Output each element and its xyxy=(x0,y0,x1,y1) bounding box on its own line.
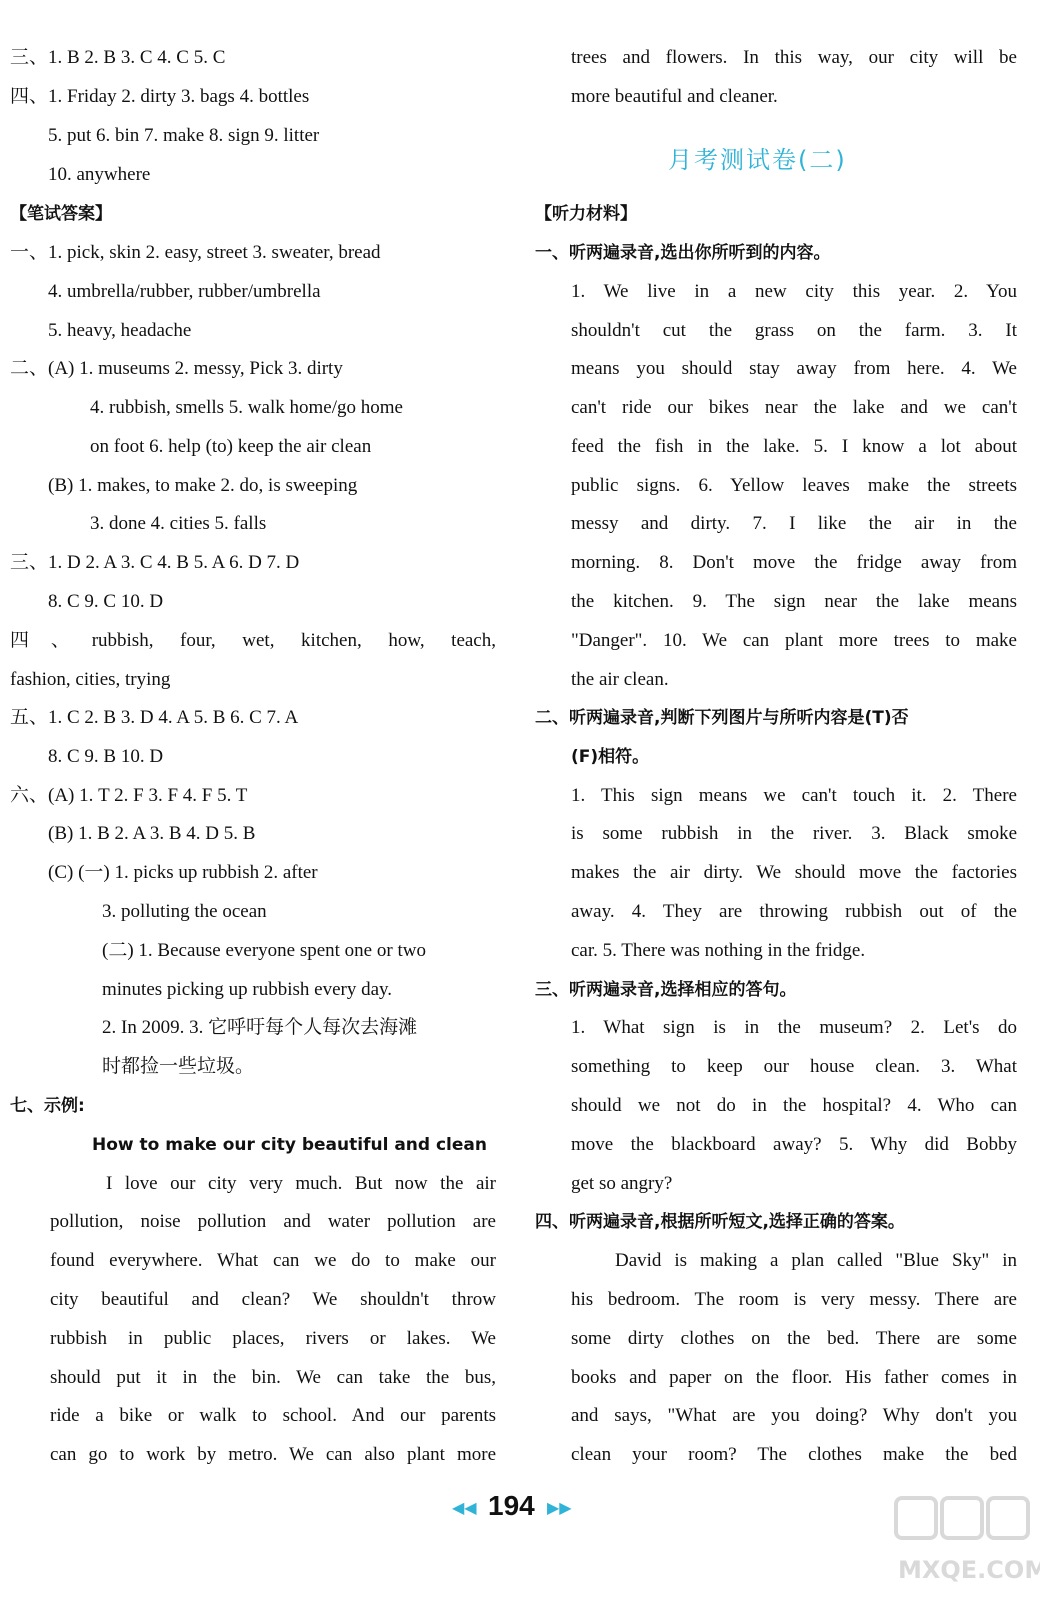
answer-line: 3. done 4. cities 5. falls xyxy=(90,513,267,534)
question-heading: (F)相符。 xyxy=(571,747,650,767)
transcript-line: should we not do in the hospital? 4. Who can xyxy=(571,1095,1017,1116)
page-number: 194 xyxy=(488,1490,535,1521)
answer-line: (二) 1. Because everyone spent one or two xyxy=(102,940,426,961)
answer-line: 4. umbrella/rubber, rubber/umbrella xyxy=(48,281,321,302)
essay-line: more beautiful and cleaner. xyxy=(571,86,778,107)
answer-line: 四、1. Friday 2. dirty 3. bags 4. bottles xyxy=(10,86,310,107)
transcript-line: the kitchen. 9. The sign near the lake means xyxy=(571,591,1017,612)
transcript-line: feed the fish in the lake. 5. I know a lot about xyxy=(571,436,1017,457)
question-heading: 一、听两遍录音,选出你所听到的内容。 xyxy=(535,243,831,263)
essay-line: I love our city very much. But now the air xyxy=(106,1173,496,1194)
transcript-line: is some rubbish in the river. 3. Black smoke xyxy=(571,823,1017,844)
essay-line: should put it in the bin. We can take the bus, xyxy=(50,1367,496,1388)
answer-line: minutes picking up rubbish every day. xyxy=(102,979,393,1000)
answer-line: 5. heavy, headache xyxy=(48,320,192,341)
transcript-line: 1. This sign means we can't touch it. 2. There xyxy=(571,785,1017,806)
answer-line: 3. polluting the ocean xyxy=(102,901,267,922)
transcript-line: move the blackboard away? 5. Why did Bobby xyxy=(571,1134,1017,1155)
transcript-line: 1. We live in a new city this year. 2. You xyxy=(571,281,1017,302)
transcript-line: messy and dirty. 7. I like the air in the xyxy=(571,513,1017,534)
answer-line: 六、(A) 1. T 2. F 3. F 4. F 5. T xyxy=(10,785,248,806)
transcript-line: books and paper on the floor. His father comes in xyxy=(571,1367,1017,1388)
essay-line: can go to work by metro. We can also plant more xyxy=(50,1444,496,1465)
answer-line: 一、1. pick, skin 2. easy, street 3. sweater, bread xyxy=(10,242,381,263)
question-heading: 四、听两遍录音,根据所听短文,选择正确的答案。 xyxy=(535,1212,905,1232)
essay-title: How to make our city beautiful and clean xyxy=(92,1135,487,1155)
answer-line: 8. C 9. B 10. D xyxy=(48,746,164,767)
essay-line: trees and flowers. In this way, our city will be xyxy=(571,47,1017,68)
left-arrow-icon: ◀◀ xyxy=(452,1498,477,1517)
transcript-line: "Danger". 10. We can plant more trees to make xyxy=(571,630,1017,651)
answer-line: 时都捡一些垃圾。 xyxy=(102,1056,255,1077)
transcript-line: get so angry? xyxy=(571,1173,673,1194)
answer-line: 5. put 6. bin 7. make 8. sign 9. litter xyxy=(48,125,320,146)
transcript-line: something to keep our house clean. 3. What xyxy=(571,1056,1017,1077)
answer-line: 10. anywhere xyxy=(48,164,151,185)
answer-line: (B) 1. makes, to make 2. do, is sweeping xyxy=(48,475,358,496)
essay-line: pollution, noise pollution and water pollution are xyxy=(50,1211,496,1232)
essay-line: city beautiful and clean? We shouldn't throw xyxy=(50,1289,496,1310)
watermark-text: MXQE.COM xyxy=(898,1556,1040,1584)
right-arrow-icon: ▶▶ xyxy=(547,1498,572,1517)
answer-line: fashion, cities, trying xyxy=(10,669,171,690)
transcript-line: his bedroom. The room is very messy. There are xyxy=(571,1289,1017,1310)
answer-line: 三、1. D 2. A 3. C 4. B 5. A 6. D 7. D xyxy=(10,552,300,573)
transcript-line: makes the air dirty. We should move the factories xyxy=(571,862,1017,883)
transcript-line: public signs. 6. Yellow leaves make the streets xyxy=(571,475,1017,496)
transcript-line: clean your room? The clothes make the bed xyxy=(571,1444,1017,1465)
watermark-logo xyxy=(890,1492,1040,1592)
transcript-line: David is making a plan called "Blue Sky" in xyxy=(615,1250,1017,1271)
transcript-line: morning. 8. Don't move the fridge away from xyxy=(571,552,1017,573)
transcript-line: 1. What sign is in the museum? 2. Let's do xyxy=(571,1017,1017,1038)
transcript-line: and says, "What are you doing? Why don't you xyxy=(571,1405,1017,1426)
section-heading: 七、示例: xyxy=(10,1096,85,1116)
answer-line: 4. rubbish, smells 5. walk home/go home xyxy=(90,397,403,418)
transcript-line: car. 5. There was nothing in the fridge. xyxy=(571,940,866,961)
section-heading: 【听力材料】 xyxy=(535,204,637,224)
answer-line: 四、rubbish, four, wet, kitchen, how, teach, xyxy=(10,630,496,651)
essay-line: found everywhere. What can we do to make our xyxy=(50,1250,496,1271)
transcript-line: shouldn't cut the grass on the farm. 3. It xyxy=(571,320,1017,341)
answer-line: on foot 6. help (to) keep the air clean xyxy=(90,436,372,457)
transcript-line: can't ride our bikes near the lake and we can't xyxy=(571,397,1017,418)
answer-line: 二、(A) 1. museums 2. messy, Pick 3. dirty xyxy=(10,358,343,379)
section-heading: 【笔试答案】 xyxy=(10,204,112,224)
answer-line: 2. In 2009. 3. 它呼吁每个人每次去海滩 xyxy=(102,1017,418,1038)
transcript-line: means you should stay away from here. 4. We xyxy=(571,358,1017,379)
answer-line: 五、1. C 2. B 3. D 4. A 5. B 6. C 7. A xyxy=(10,707,299,728)
answer-line: 8. C 9. C 10. D xyxy=(48,591,164,612)
section-title: 月考测试卷(二) xyxy=(668,146,847,174)
question-heading: 二、听两遍录音,判断下列图片与所听内容是(T)否 xyxy=(535,708,909,728)
essay-line: ride a bike or walk to school. And our parents xyxy=(50,1405,496,1426)
answer-line: 三、1. B 2. B 3. C 4. C 5. C xyxy=(10,47,226,68)
transcript-line: away. 4. They are throwing rubbish out of the xyxy=(571,901,1017,922)
question-heading: 三、听两遍录音,选择相应的答句。 xyxy=(535,980,797,1000)
answer-line: (C) (一) 1. picks up rubbish 2. after xyxy=(48,862,318,883)
essay-line: rubbish in public places, rivers or lakes. We xyxy=(50,1328,496,1349)
transcript-line: the air clean. xyxy=(571,669,669,690)
answer-line: (B) 1. B 2. A 3. B 4. D 5. B xyxy=(48,823,256,844)
transcript-line: some dirty clothes on the bed. There are some xyxy=(571,1328,1017,1349)
